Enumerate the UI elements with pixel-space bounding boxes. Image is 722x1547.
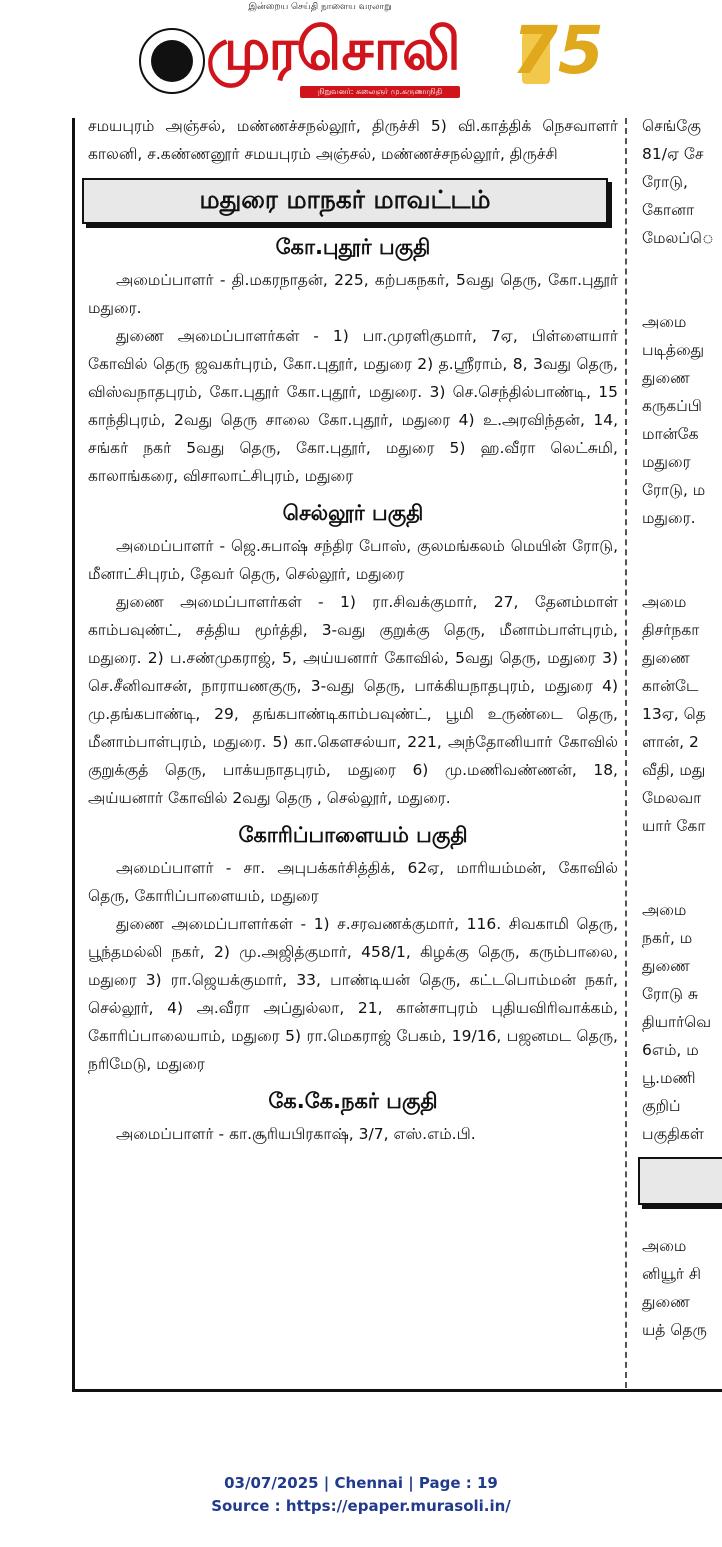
masthead-tagline: இன்றைய செய்தி நாளைய வரலாறு — [248, 2, 392, 12]
footer-date-line: 03/07/2025 | Chennai | Page : 19 — [224, 1474, 498, 1492]
right-column-line: துணை — [642, 1293, 690, 1311]
right-column-line: துணை — [642, 649, 690, 667]
right-column-line — [642, 280, 722, 308]
organizer-paragraph: அமைப்பாளர் - சா. அபுபக்கர்சித்திக், 62ஏ, மாரியம்மன், கோவில் தெரு, கோரிப்பாளையம், மதுரை — [88, 859, 618, 905]
deputies-paragraph: துணை அமைப்பாளர்கள் - 1) ரா.சிவக்குமார், 27, தேனம்மாள் காம்பவுண்ட், சத்திய மூர்த்தி, 3-வது குறுக்கு தெரு, மீனாம்பாள்புரம், மதுரை. 2) ப.சண்முகராஜ், 5, அய்யனார் கோவில், 5வது தெரு, மதுரை 3) செ.சீனிவாசன், நாராயணகுரு, 3-வது தெரு, பாக்கியநாதபுரம், மதுரை 4) மு.தங்கபாண்டி, 29, தங்கபாண்டிகாம்பவுண்ட், பூமி உருண்டை தெரு, மீனாம்பாள்புரம், மதுரை. 5) கா.கௌசல்யா, 221, அந்தோனியார் கோவில் குறுக்குத் தெரு, பாக்யநாதபுரம், மதுரை 6) மு.மணிவண்ணன், 18, அய்யனார் கோவில் 2வது தெரு , செல்லூர், மதுரை. — [88, 593, 618, 807]
right-column-line: 81/ஏ சே — [642, 145, 704, 163]
right-column-line — [642, 560, 722, 588]
right-column-line: ரோடு, — [642, 173, 688, 191]
right-column-banner — [638, 1157, 722, 1205]
right-column-line: னியூர் சி — [642, 1265, 702, 1283]
right-column-line: அமை — [642, 901, 687, 919]
right-column-line: கருகப்பி — [642, 397, 702, 415]
right-column-line: அமை — [642, 313, 687, 331]
right-column-line — [642, 840, 722, 868]
anniversary-badge: 75 — [512, 12, 604, 89]
right-column-line: செங்குே — [642, 117, 701, 135]
right-column-line: துணை — [642, 957, 690, 975]
right-column-line: மேலப்ெ — [642, 229, 714, 247]
section-heading: கோ.புதூர் பகுதி — [275, 235, 431, 259]
continuation-text: சமயபுரம் அஞ்சல், மண்ணச்சநல்லூர், திருச்சி 5) வி.காத்திக் நெசவாளர் காலனி, ச.கண்ணனூர் சமயபுரம் அஞ்சல், மண்ணச்சநல்லூர், திருச்சி — [88, 117, 618, 163]
main-article-column — [88, 112, 618, 1148]
frame-left-rule — [72, 118, 75, 1392]
right-column-line — [642, 1204, 722, 1232]
right-column-line: 6எம், ம — [642, 1041, 699, 1059]
deputies-paragraph: துணை அமைப்பாளர்கள் - 1) ச.சரவணக்குமார், 116. சிவகாமி தெரு, பூந்தமல்லி நகர், 2) மு.அஜித்குமார், 458/1, கிழக்கு தெரு, கரும்பாலை, மதுரை 3) ரா.ஜெயக்குமார், 33, பாண்டியன் தெரு, கட்டபொம்மன் நகர், செல்லூர், 4) அ.வீரா அப்துல்லா, 21, கான்சாபுரம் புதியவிரிவாக்கம், கோரிப்பாலையாம், மதுரை 5) ரா.மெகராஜ் பேகம், 19/16, பஜனமட தெரு, நரிமேடு, மதுரை — [88, 915, 618, 1073]
right-column-line: ரோடு சு — [642, 985, 698, 1003]
right-column-line: தியார்வெ — [642, 1013, 712, 1031]
right-column-line: பகுதிகள் — [642, 1125, 704, 1143]
masthead — [0, 0, 722, 108]
right-column-line — [642, 868, 722, 896]
right-column-line: மேலவா — [642, 789, 702, 807]
right-column-line: ரோடு, ம — [642, 481, 706, 499]
right-column-line: யார் கோ — [642, 817, 706, 835]
right-column-line — [642, 532, 722, 560]
right-column-line: கான்டே — [642, 677, 699, 695]
organizer-paragraph: அமைப்பாளர் - ஜெ.சுபாஷ் சந்திர போஸ், குலமங்கலம் மெயின் ரோடு, மீனாட்சிபுரம், தேவர் தெரு, செல்லூர், மதுரை — [88, 537, 618, 583]
district-banner: மதுரை மாநகர் மாவட்டம் — [82, 178, 608, 224]
right-column-line: அமை — [642, 593, 687, 611]
organizer-paragraph: அமைப்பாளர் - கா.சூரியபிரகாஷ், 3/7, எஸ்.எம்.பி. — [116, 1125, 476, 1143]
organizer-paragraph: அமைப்பாளர் - தி.மகரநாதன், 225, கற்பகநகர், 5வது தெரு, கோ.புதூர் மதுரை. — [88, 271, 618, 317]
frame-bottom-rule — [72, 1389, 722, 1392]
right-column-line: ளான், 2 — [642, 733, 699, 751]
deputies-paragraph: துணை அமைப்பாளர்கள் - 1) பா.முரளிகுமார், 7ஏ, பிள்ளையார் கோவில் தெரு ஜவகர்புரம், கோ.புதூர், மதுரை 2) த.ஸ்ரீராம், 8, 3வது தெரு, விஸ்வநாதபுரம், கோ.புதூர் கோ.புதூர், மதுரை. 3) செ.செந்தில்பாண்டி, 15 காந்திபுரம், 2வது தெரு சாலை கோ.புதூர், மதுரை 4) உ.அரவிந்தன், 14, சங்கர் நகர் 5வது தெரு, கோ.புதூர், மதுரை 5) ஹ.வீரா லெட்சுமி, காலாங்கரை, விசாலாட்சிபுரம், மதுரை — [88, 327, 618, 485]
right-column-line: குறிப் — [642, 1097, 681, 1115]
section-heading: கே.கே.நகர் பகுதி — [268, 1089, 438, 1113]
right-column-line: யத் தெரு — [642, 1321, 707, 1339]
right-column-line: படித்துை — [642, 341, 705, 359]
section-heading: செல்லூர் பகுதி — [282, 501, 424, 525]
founder-line: நிறுவனர்: கலைஞர் மு.கருணாநிதி — [300, 86, 460, 98]
footer — [0, 1472, 722, 1518]
right-column-line: மதுரை. — [642, 509, 696, 527]
right-column-line: நகர், ம — [642, 929, 693, 947]
right-column-line: அமை — [642, 1237, 687, 1255]
column-divider — [625, 118, 627, 1388]
emblem-logo — [139, 28, 205, 94]
right-column-line: 13ஏ, தெ — [642, 705, 706, 723]
right-column-line — [642, 252, 722, 280]
footer-source-line[interactable]: Source : https://epaper.murasoli.in/ — [211, 1497, 511, 1515]
right-column-line: துணை — [642, 369, 690, 387]
right-column-line: மதுரை — [642, 453, 691, 471]
section-heading: கோரிப்பாளையம் பகுதி — [238, 823, 468, 847]
right-column-line: பூ.மணி — [642, 1069, 696, 1087]
right-column-line: கோனா — [642, 201, 695, 219]
newspaper-title: முரசொலி — [206, 15, 459, 83]
right-column-line: திசர்நகா — [642, 621, 700, 639]
right-column-line: வீதி, மது — [642, 761, 706, 779]
right-column-line: மான்கே — [642, 425, 699, 443]
